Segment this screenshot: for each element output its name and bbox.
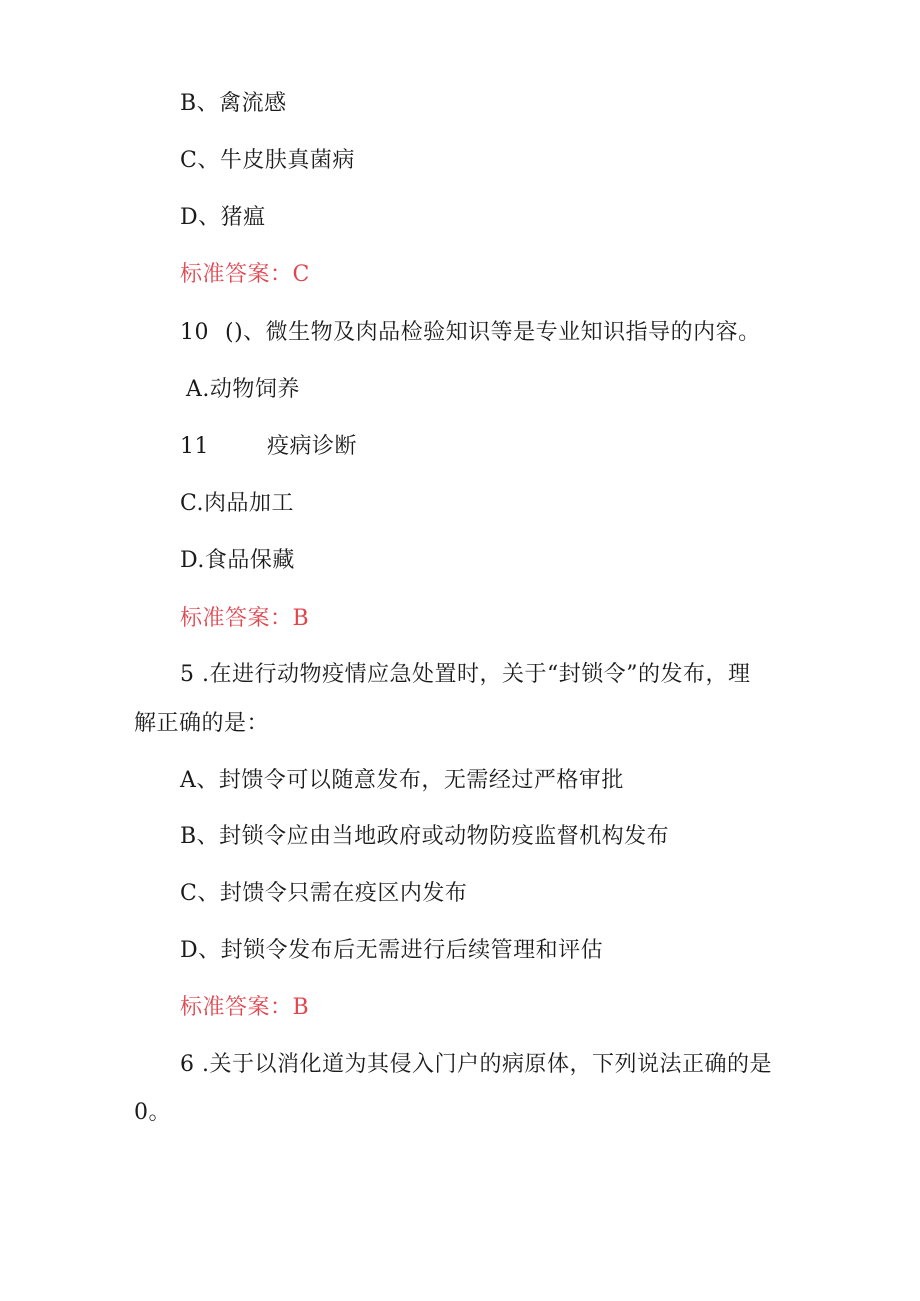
q5-option-c: C、封馈令只需在疫区内发布 — [180, 881, 468, 906]
q9-option-b: B、禽流感 — [180, 91, 287, 116]
q10-option-c: C.肉品加工 — [180, 491, 295, 516]
q5-stem-line-1: 5 .在进行动物疫情应急处置时，关于“封锁令”的发布，理 — [180, 662, 751, 687]
q10-stem-line — [180, 318, 761, 348]
q10-option-d: D.食品保藏 — [180, 548, 295, 573]
q9-option-c: C、牛皮肤真菌病 — [180, 148, 355, 173]
q10-option-a: A.动物饲养 — [186, 377, 300, 402]
q5-stem-line-2: 解正确的是： — [134, 711, 270, 736]
q10-number: 10 — [180, 320, 209, 345]
q5-option-a: A、封馈令可以随意发布，无需经过严格审批 — [180, 768, 624, 793]
q9-answer: 标准答案：C — [180, 262, 310, 287]
q5-option-b: B、封锁令应由当地政府或动物防疫监督机构发布 — [180, 824, 670, 849]
q10-stem: ()、微生物及肉品检验知识等是专业知识指导的内容。 — [225, 320, 761, 345]
q10-option-b-number: 11 — [180, 434, 209, 459]
q10-option-b-text: 疫病诊断 — [267, 434, 358, 459]
q10-answer: 标准答案：B — [180, 606, 310, 631]
q5-option-d: D、封锁令发布后无需进行后续管理和评估 — [180, 938, 604, 963]
q6-stem-line-1: 6 .关于以消化道为其侵入门户的病原体，下列说法正确的是 — [180, 1052, 772, 1077]
q6-stem-line-2: 0。 — [134, 1100, 171, 1125]
q9-option-d: D、猪瘟 — [180, 205, 266, 230]
q10-option-b-line — [180, 432, 357, 462]
q5-answer: 标准答案：B — [180, 995, 310, 1020]
